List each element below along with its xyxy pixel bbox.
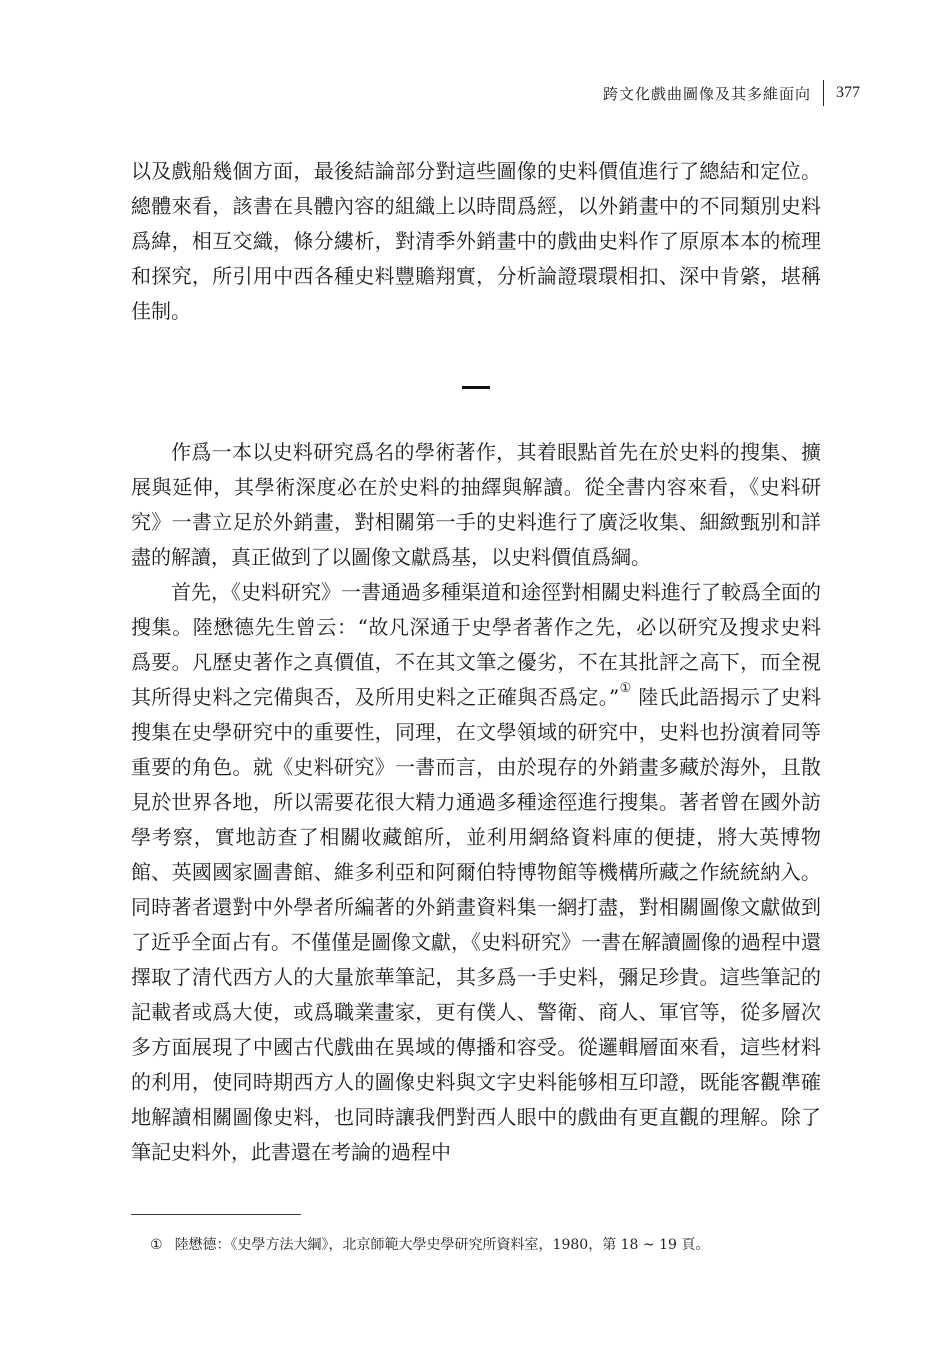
footnote-text: 陸懋德：《史學方法大綱》，北京師範大學史學研究所資料室，1980，第 18 ~ 19 頁。 bbox=[174, 1237, 710, 1253]
footnote-mark: ① bbox=[150, 1237, 163, 1253]
paragraph-2-part-2: 陸氏此語揭示了史料搜集在史學研究中的重要性，同理，在文學領域的研究中，史料也扮演着同等重要的角色。就《史料研究》一書而言，由於現存的外銷畫多藏於海外，且散見於世界各地，所以需要花很大精力通過多種途徑進行搜集。著者曾在國外訪學考察，實地訪查了相關收藏館所，並利用網絡資料庫的便捷，將大英博物館、英國國家圖書館、維多利亞和阿爾伯特博物館等機構所藏之作統統納入。同時著者還對中外學者所編著的外銷畫資料集一網打盡，對相關圖像文獻做到了近乎全面占有。不僅僅是圖像文獻，《史料研究》一書在解讀圖像的過程中還擇取了清代西方人的大量旅華筆記，其多爲一手史料，彌足珍貴。這些筆記的記載者或爲大使，或爲職業畫家，更有僕人、警衛、商人、軍官等，從多層次多方面展現了中國古代戲曲在異域的傳播和容受。從邏輯層面來看，這些材料的利用，使同時期西方人的圖像史料與文字史料能够相互印證，既能客觀準確地解讀相關圖像史料，也同時讓我們對西人眼中的戲曲有更直觀的理解。除了筆記史料外，此書還在考論的過程中 bbox=[131, 685, 821, 1164]
page-number: 377 bbox=[836, 84, 860, 101]
footnote-reference[interactable]: ① bbox=[619, 681, 632, 696]
footnote bbox=[150, 1234, 830, 1256]
section-number-one bbox=[462, 386, 490, 389]
paragraph-2-part-1: 首先，《史料研究》一書通過多種渠道和途徑對相關史料進行了較爲全面的搜集。陸懋德先生曾云：“故凡深通于史學者著作之先，必以研究及搜求史料爲要。凡歷史著作之真價值，不在其文筆之優劣，不在其批評之高下，而全視其所得史料之完備與否，及所用史料之正確與否爲定。” bbox=[131, 580, 821, 709]
paragraph-2 bbox=[131, 575, 821, 1170]
section-body bbox=[131, 435, 821, 1170]
header-separator bbox=[823, 80, 824, 106]
running-header-title: 跨文化戲曲圖像及其多維面向 bbox=[602, 84, 811, 103]
running-header bbox=[603, 80, 860, 106]
footnote-rule bbox=[131, 1214, 301, 1215]
continuation-block bbox=[131, 154, 821, 329]
continuation-paragraph: 以及戲船幾個方面，最後結論部分對這些圖像的史料價值進行了總結和定位。總體來看，該書在具體內容的組織上以時間爲經，以外銷畫中的不同類別史料爲緯，相互交織，條分縷析，對清季外銷畫中的戲曲史料作了原原本本的梳理和探究，所引用中西各種史料豐贍翔實，分析論證環環相扣、深中肯綮，堪稱佳制。 bbox=[131, 159, 821, 323]
paragraph-1: 作爲一本以史料研究爲名的學術著作，其着眼點首先在於史料的搜集、擴展與延伸，其學術深度必在於史料的抽繹與解讀。從全書内容來看，《史料研究》一書立足於外銷畫，對相關第一手的史料進行了廣泛收集、細緻甄别和詳盡的解讀，真正做到了以圖像文獻爲基，以史料價值爲綱。 bbox=[131, 440, 821, 569]
